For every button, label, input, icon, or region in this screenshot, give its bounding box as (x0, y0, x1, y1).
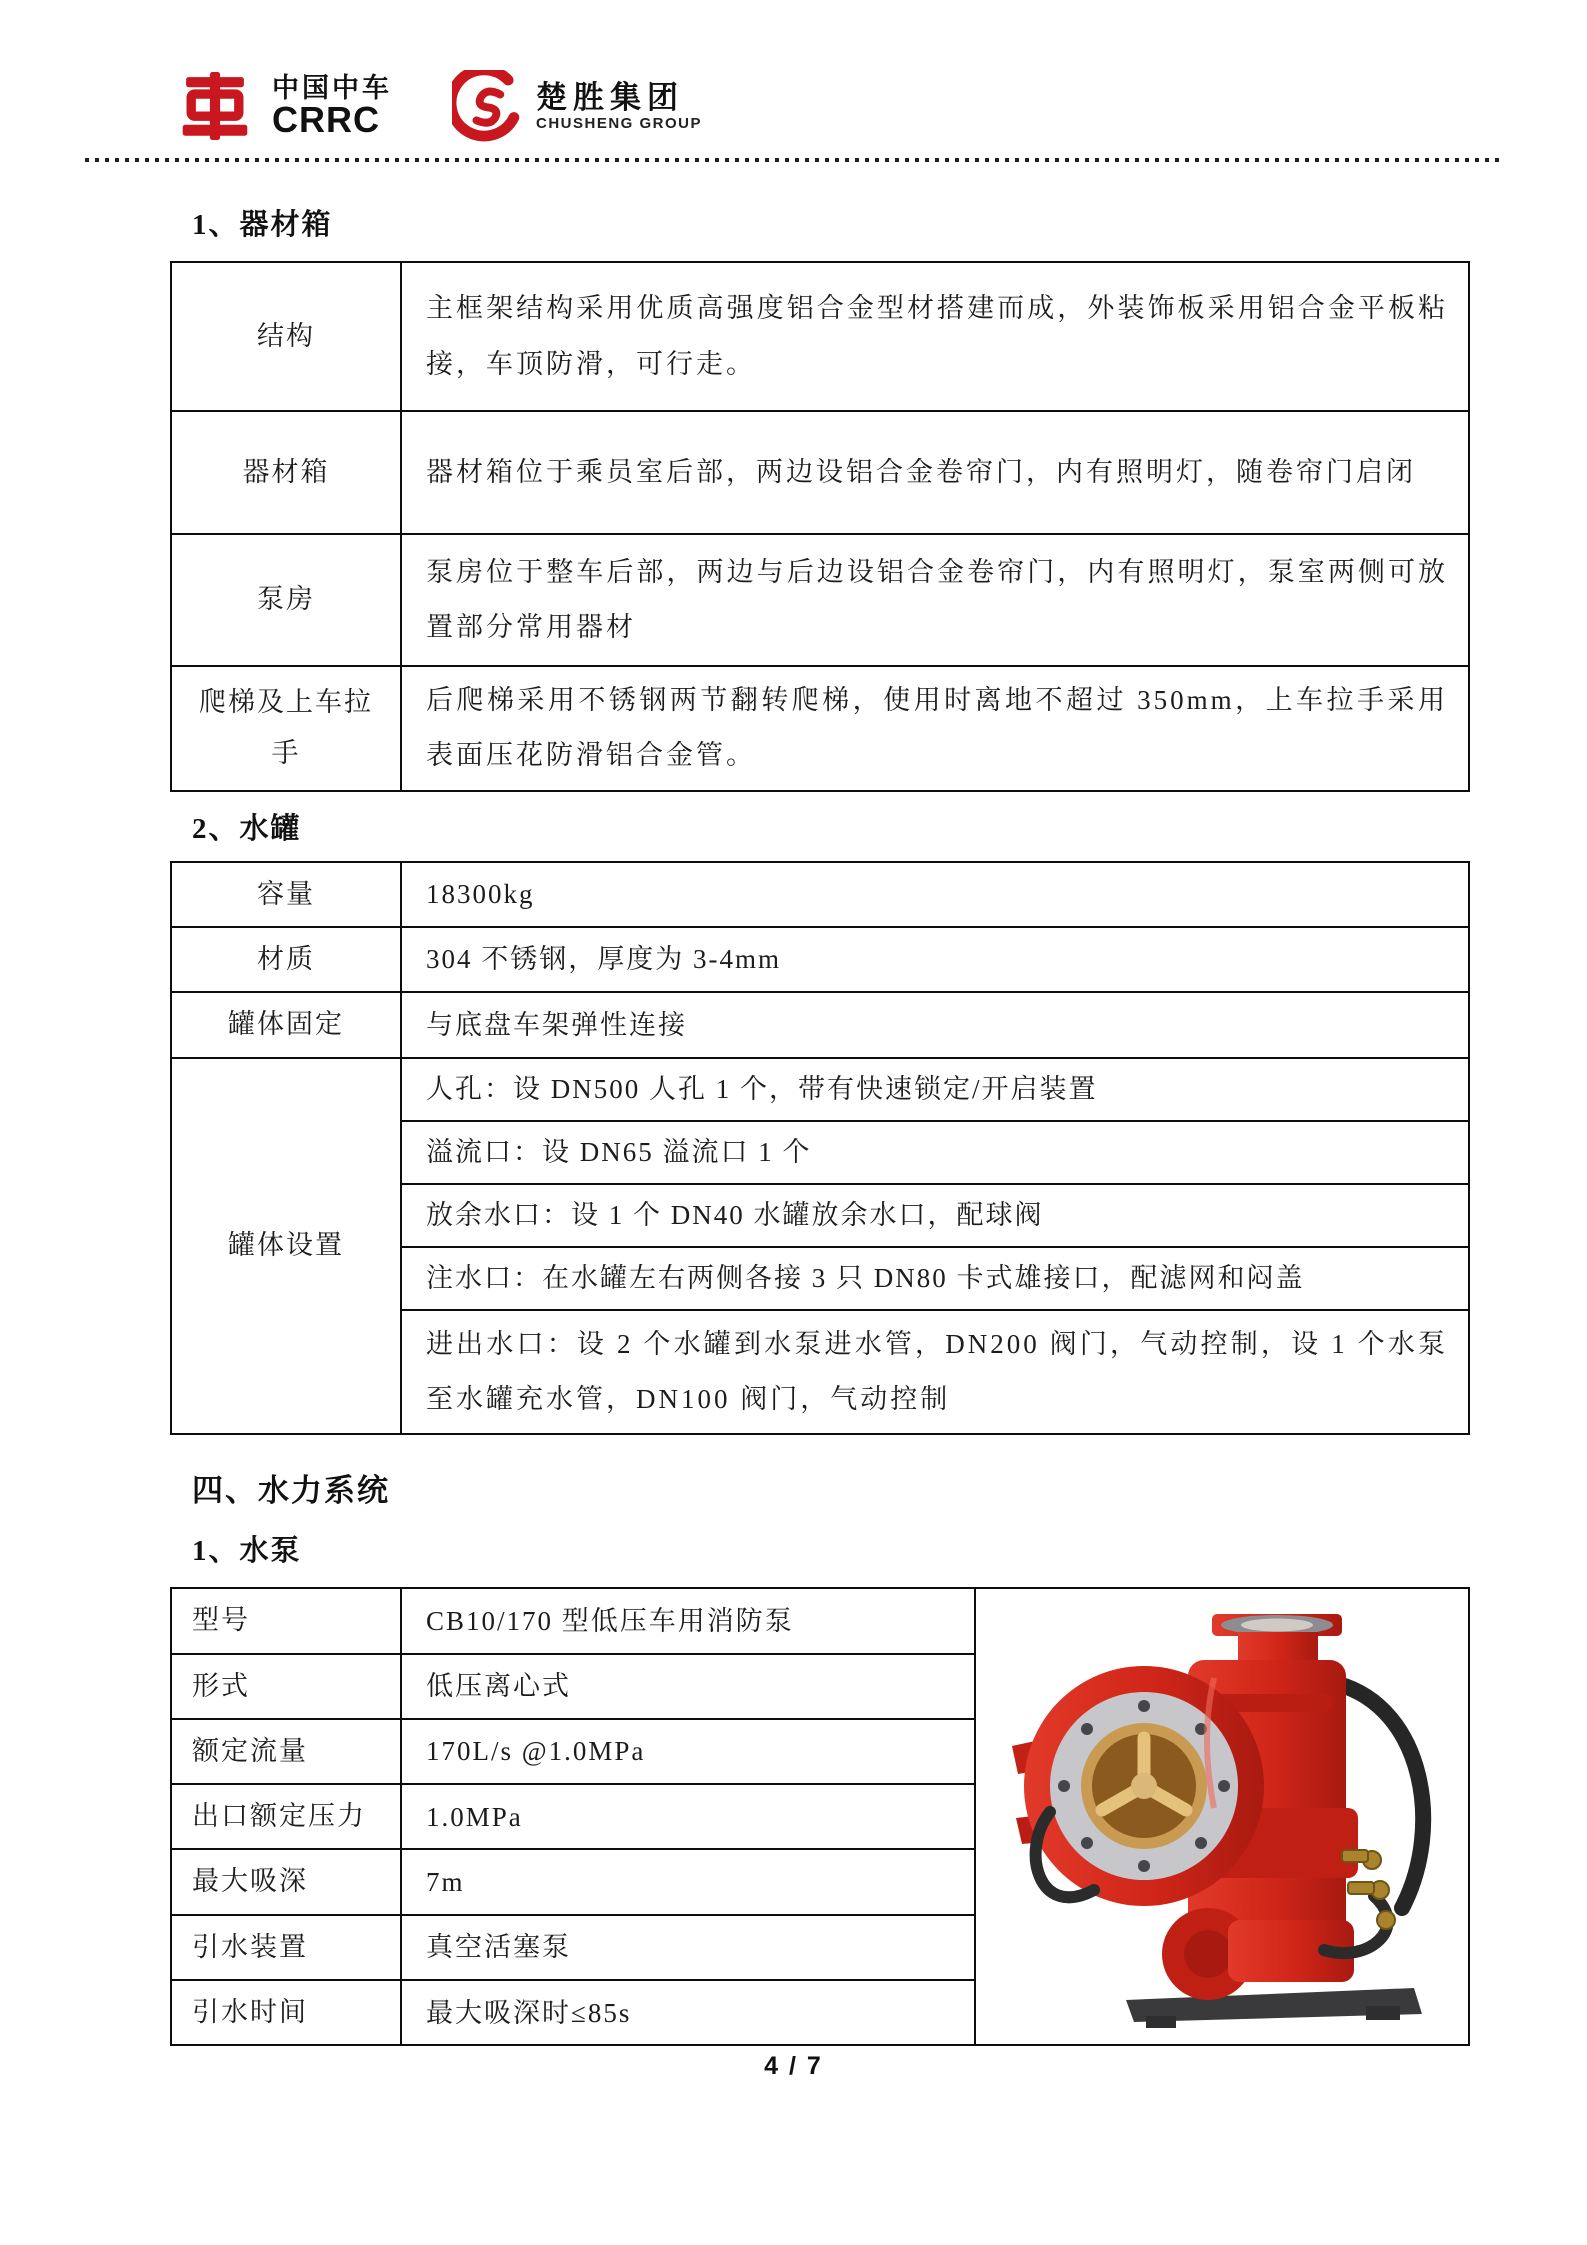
header-divider (85, 158, 1502, 162)
row-value: 170L/s @1.0MPa (401, 1719, 975, 1784)
section-title-equipment-box: 1、器材箱 (192, 209, 333, 241)
table-row (171, 666, 1469, 791)
equipment-box-table (170, 261, 1470, 792)
pump-photo-cell (975, 1588, 1469, 2045)
table-row (171, 411, 1469, 534)
row-label: 引水时间 (171, 1980, 401, 2045)
table-row (171, 534, 1469, 666)
crrc-logo-text (272, 72, 392, 141)
section-title-water-tank: 2、水罐 (192, 812, 302, 845)
row-label: 引水装置 (171, 1915, 401, 1980)
row-label: 额定流量 (171, 1719, 401, 1784)
row-value: 真空活塞泵 (401, 1915, 975, 1980)
row-label: 材质 (171, 927, 401, 992)
table-row (171, 1058, 1469, 1121)
row-value: 放余水口：设 1 个 DN40 水罐放余水口，配球阀 (401, 1184, 1469, 1247)
row-value: 与底盘车架弹性连接 (401, 992, 1469, 1057)
row-value: 主框架结构采用优质高强度铝合金型材搭建而成，外装饰板采用铝合金平板粘接，车顶防滑，可行走。 (401, 262, 1469, 411)
row-label: 器材箱 (171, 411, 401, 534)
table-row (171, 1588, 1469, 1653)
row-value: 后爬梯采用不锈钢两节翻转爬梯，使用时离地不超过 350mm，上车拉手采用表面压花防滑铝合金管。 (401, 666, 1469, 791)
page-number: 4 / 7 (764, 2052, 823, 2080)
row-label-tank-settings: 罐体设置 (171, 1058, 401, 1435)
row-label: 容量 (171, 862, 401, 927)
table-row (171, 992, 1469, 1057)
row-value: 7m (401, 1849, 975, 1914)
section-title-water-pump: 1、水泵 (192, 1535, 302, 1568)
chusheng-name-cn: 楚胜集团 (536, 79, 684, 115)
row-value: 进出水口：设 2 个水罐到水泵进水管，DN200 阀门，气动控制，设 1 个水泵至水罐充水管，DN100 阀门，气动控制 (401, 1310, 1469, 1435)
chusheng-logo-icon (452, 70, 524, 142)
table-row (171, 262, 1469, 411)
water-tank-table (170, 861, 1470, 1436)
crrc-name-cn: 中国中车 (272, 72, 392, 103)
crrc-logo-block (172, 72, 392, 140)
row-label: 爬梯及上车拉手 (171, 666, 401, 791)
row-value: 低压离心式 (401, 1654, 975, 1719)
row-label: 罐体固定 (171, 992, 401, 1057)
chusheng-name-en: CHUSHENG GROUP (536, 115, 703, 133)
row-value: 最大吸深时≤85s (401, 1980, 975, 2045)
row-label: 结构 (171, 262, 401, 411)
water-pump-table (170, 1587, 1470, 2046)
chusheng-logo-text (536, 80, 702, 133)
row-value: 注水口：在水罐左右两侧各接 3 只 DN80 卡式雄接口，配滤网和闷盖 (401, 1247, 1469, 1310)
section-title-hydraulic-system: 四、水力系统 (192, 1473, 390, 1509)
row-value: 器材箱位于乘员室后部，两边设铝合金卷帘门，内有照明灯，随卷帘门启闭 (401, 411, 1469, 534)
row-value: 1.0MPa (401, 1784, 975, 1849)
page-header (0, 0, 1587, 142)
row-label: 型号 (171, 1588, 401, 1653)
table-row (171, 862, 1469, 927)
row-value: CB10/170 型低压车用消防泵 (401, 1588, 975, 1653)
table-row (171, 927, 1469, 992)
fire-pump-image (976, 1598, 1468, 2036)
row-value: 18300kg (401, 862, 1469, 927)
row-value: 304 不锈钢，厚度为 3-4mm (401, 927, 1469, 992)
crrc-logo-icon (172, 72, 258, 140)
row-value: 溢流口：设 DN65 溢流口 1 个 (401, 1121, 1469, 1184)
crrc-name-en: CRRC (272, 99, 380, 141)
row-label: 最大吸深 (171, 1849, 401, 1914)
row-label: 形式 (171, 1654, 401, 1719)
row-label: 泵房 (171, 534, 401, 666)
row-label: 出口额定压力 (171, 1784, 401, 1849)
row-value: 人孔：设 DN500 人孔 1 个，带有快速锁定/开启装置 (401, 1058, 1469, 1121)
chusheng-logo-block (392, 70, 702, 142)
page-content (0, 202, 1587, 2046)
row-value: 泵房位于整车后部，两边与后边设铝合金卷帘门，内有照明灯，泵室两侧可放置部分常用器材 (401, 534, 1469, 666)
